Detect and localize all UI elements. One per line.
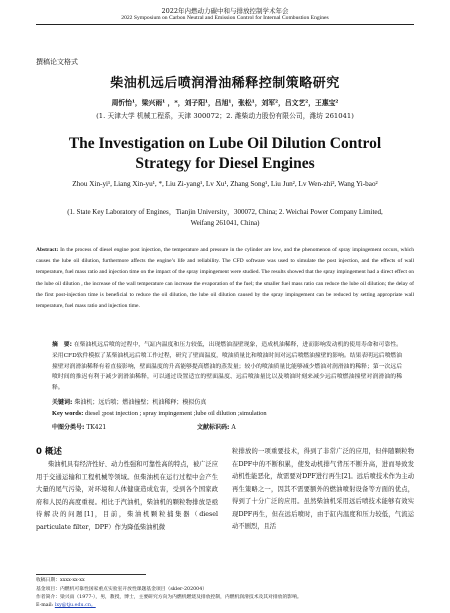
chinese-abstract-label: 摘 要: [52, 342, 72, 348]
english-title: The Investigation on Lube Oil Dilution Control Strategy for Diesel Engines [68, 135, 382, 172]
section-heading: 0 概述 [36, 447, 62, 457]
body-column-left: 柴油机具有经济性好、动力性强和可靠性高的特点，被广泛应用于交通运输和工程机械等领域。但柴油机在运行过程中会产生大量的尾气污染，对环境和人体健康造成危害，受到各个国家政府和人民的高度重视。相比于汽油机，柴油机的颗粒物排放是亟待解决的问题[1]，目前，柴油机颗粒捕集器（diesel particulate filter，DPF）作为降低柴油机微 [36, 461, 219, 531]
chinese-keywords-label: 关键词: [52, 399, 73, 406]
running-header-cn: 2022年内燃动力碳中和与排放控制学术年会 [161, 7, 289, 15]
chinese-affiliation: (1. 天津大学 机械工程系，天津 300072；2. 潍柴动力股份有限公司，潍坊 261041) [96, 112, 354, 120]
footnote-received: 收稿日期：xxxx-xx-xx [36, 578, 85, 583]
english-keywords-label: Key words: [52, 410, 84, 417]
paper-format-tag: 撰稿论文格式 [36, 58, 78, 66]
classification-line [52, 422, 412, 431]
running-header-en: 2022 Symposium on Carbon Neutral and Emission Control for Internal Combustion Engines [121, 15, 329, 21]
chinese-abstract [52, 340, 402, 394]
email-label: E-mail: [36, 603, 55, 608]
english-abstract [36, 245, 414, 312]
clc-value: TK421 [84, 424, 107, 431]
document-code [197, 422, 236, 431]
footnote-rule [36, 574, 146, 575]
chinese-keywords [52, 397, 412, 406]
english-authors: Zhou Xin-yi¹, Liang Xin-yu¹, *, Liu Zi-yang¹, Lv Xu¹, Zhang Song¹, Liu Jun², Lv Wen-zhi², Wang Yi-bao² [72, 180, 378, 188]
chinese-title: 柴油机远后喷润滑油稀释控制策略研究 [110, 76, 340, 91]
footnote-author: 作者简介：梁兴雨（1977-），男，教授，博士，主要研究方向为内燃机燃烧及排放控制，内燃机润滑技术及其对排放的影响。 [36, 595, 302, 600]
footnote-fund: 基金项目：内燃机可靠性国家重点实验室开放性课题基金项目（skler-202004） [36, 587, 208, 592]
chinese-abstract-text: 在柴油机远后喷的过程中，气缸内温度和压力较低，出现燃油湿壁现象，造成机油稀释，进而影响发动机的使用寿命和可靠性。采用CFD软件模拟了某柴油机远后喷工作过程，研究了壁面温度，喷油质量比和喷油时间对远后喷燃油撞壁的影响。结果表明远后喷燃油撞壁对润滑油稀释有着直接影响，壁面温度的升高能够提高燃油的蒸发量；较小的喷油质量比能够减少燃油对润滑油的稀释；第一次远后喷时间的推迟有利于减少润滑油稀释，可以通过设置适宜的壁面温度、远后喷油量比以及喷油时刻来减少远后喷燃油撞壁对润滑油的稀释。 [52, 342, 402, 392]
email-link[interactable]: lxy@tju.edu.cn。 [54, 603, 96, 608]
clc-label: 中图分类号: [52, 424, 85, 431]
abstract-label: Abstract: [36, 247, 59, 253]
abstract-text: In the process of diesel engine post injection, the temperature and pressure in the cylinder are low, and the phenomenon of spray impingement occurs, which causes the lube oil dilution, furthermore affects the engine’s life and reliability. The CFD software was used to simulate the post injection, and the effects of wall temperature, fuel mass ratio and injection time on the impact of the spray impingement were studied. The results showed that the spray impingement had a direct effect on the lube oil dilution , the increase of the wall temperature can increase the evaporation of the fuel; the smaller fuel mass ratio can reduce the lube oil dilution; the delay of the first post-injection time is beneficial to reduce the oil dilution, the lube oil dilution caused by the spray impingement can be reduced by setting appropriate wall temperature, fuel mass ratio and injection time. [36, 247, 414, 310]
english-keywords [52, 410, 412, 417]
english-affiliation: (1. State Key Laboratory of Engines，Tianjin University，300072, China; 2. Weichai Power Company Limited, Weifang 261041, China) [67, 208, 383, 227]
footnote-email [36, 602, 414, 611]
chinese-keywords-text: 柴油机；远后喷；燃油撞壁；机油稀释；模拟仿真 [72, 399, 207, 406]
english-keywords-text: diesel ;post injection ; spray impingement ;lube oil dilution ;simulation [83, 410, 267, 417]
body-column-right: 粒排放的一项重要技术，得到了非常广泛的应用，但伴随颗粒物在DPF中的不断积累，使发动机排气背压不断升高，进而导致发动机性能恶化，故需要对DPF进行再生[2]。远后喷技术作为主动再生策略之一，因其不需要额外的燃油喷射设备等方面的优点，得到了十分广泛的应用。虽然柴油机采用远后喷技术能够有效实现DPF再生，但在远后喷时，由于缸内温度和压力较低，气流运动不剧烈，且活 [232, 448, 414, 530]
header-rule [36, 24, 414, 25]
document-code-label: 文献标识码: [197, 424, 230, 431]
document-code-value: A [229, 424, 236, 431]
chinese-authors: 周忻怡¹，梁兴雨¹ ，*，刘子阳¹，吕旭¹，张松¹，刘军²，吕文艺²，王惠宝² [111, 99, 339, 107]
